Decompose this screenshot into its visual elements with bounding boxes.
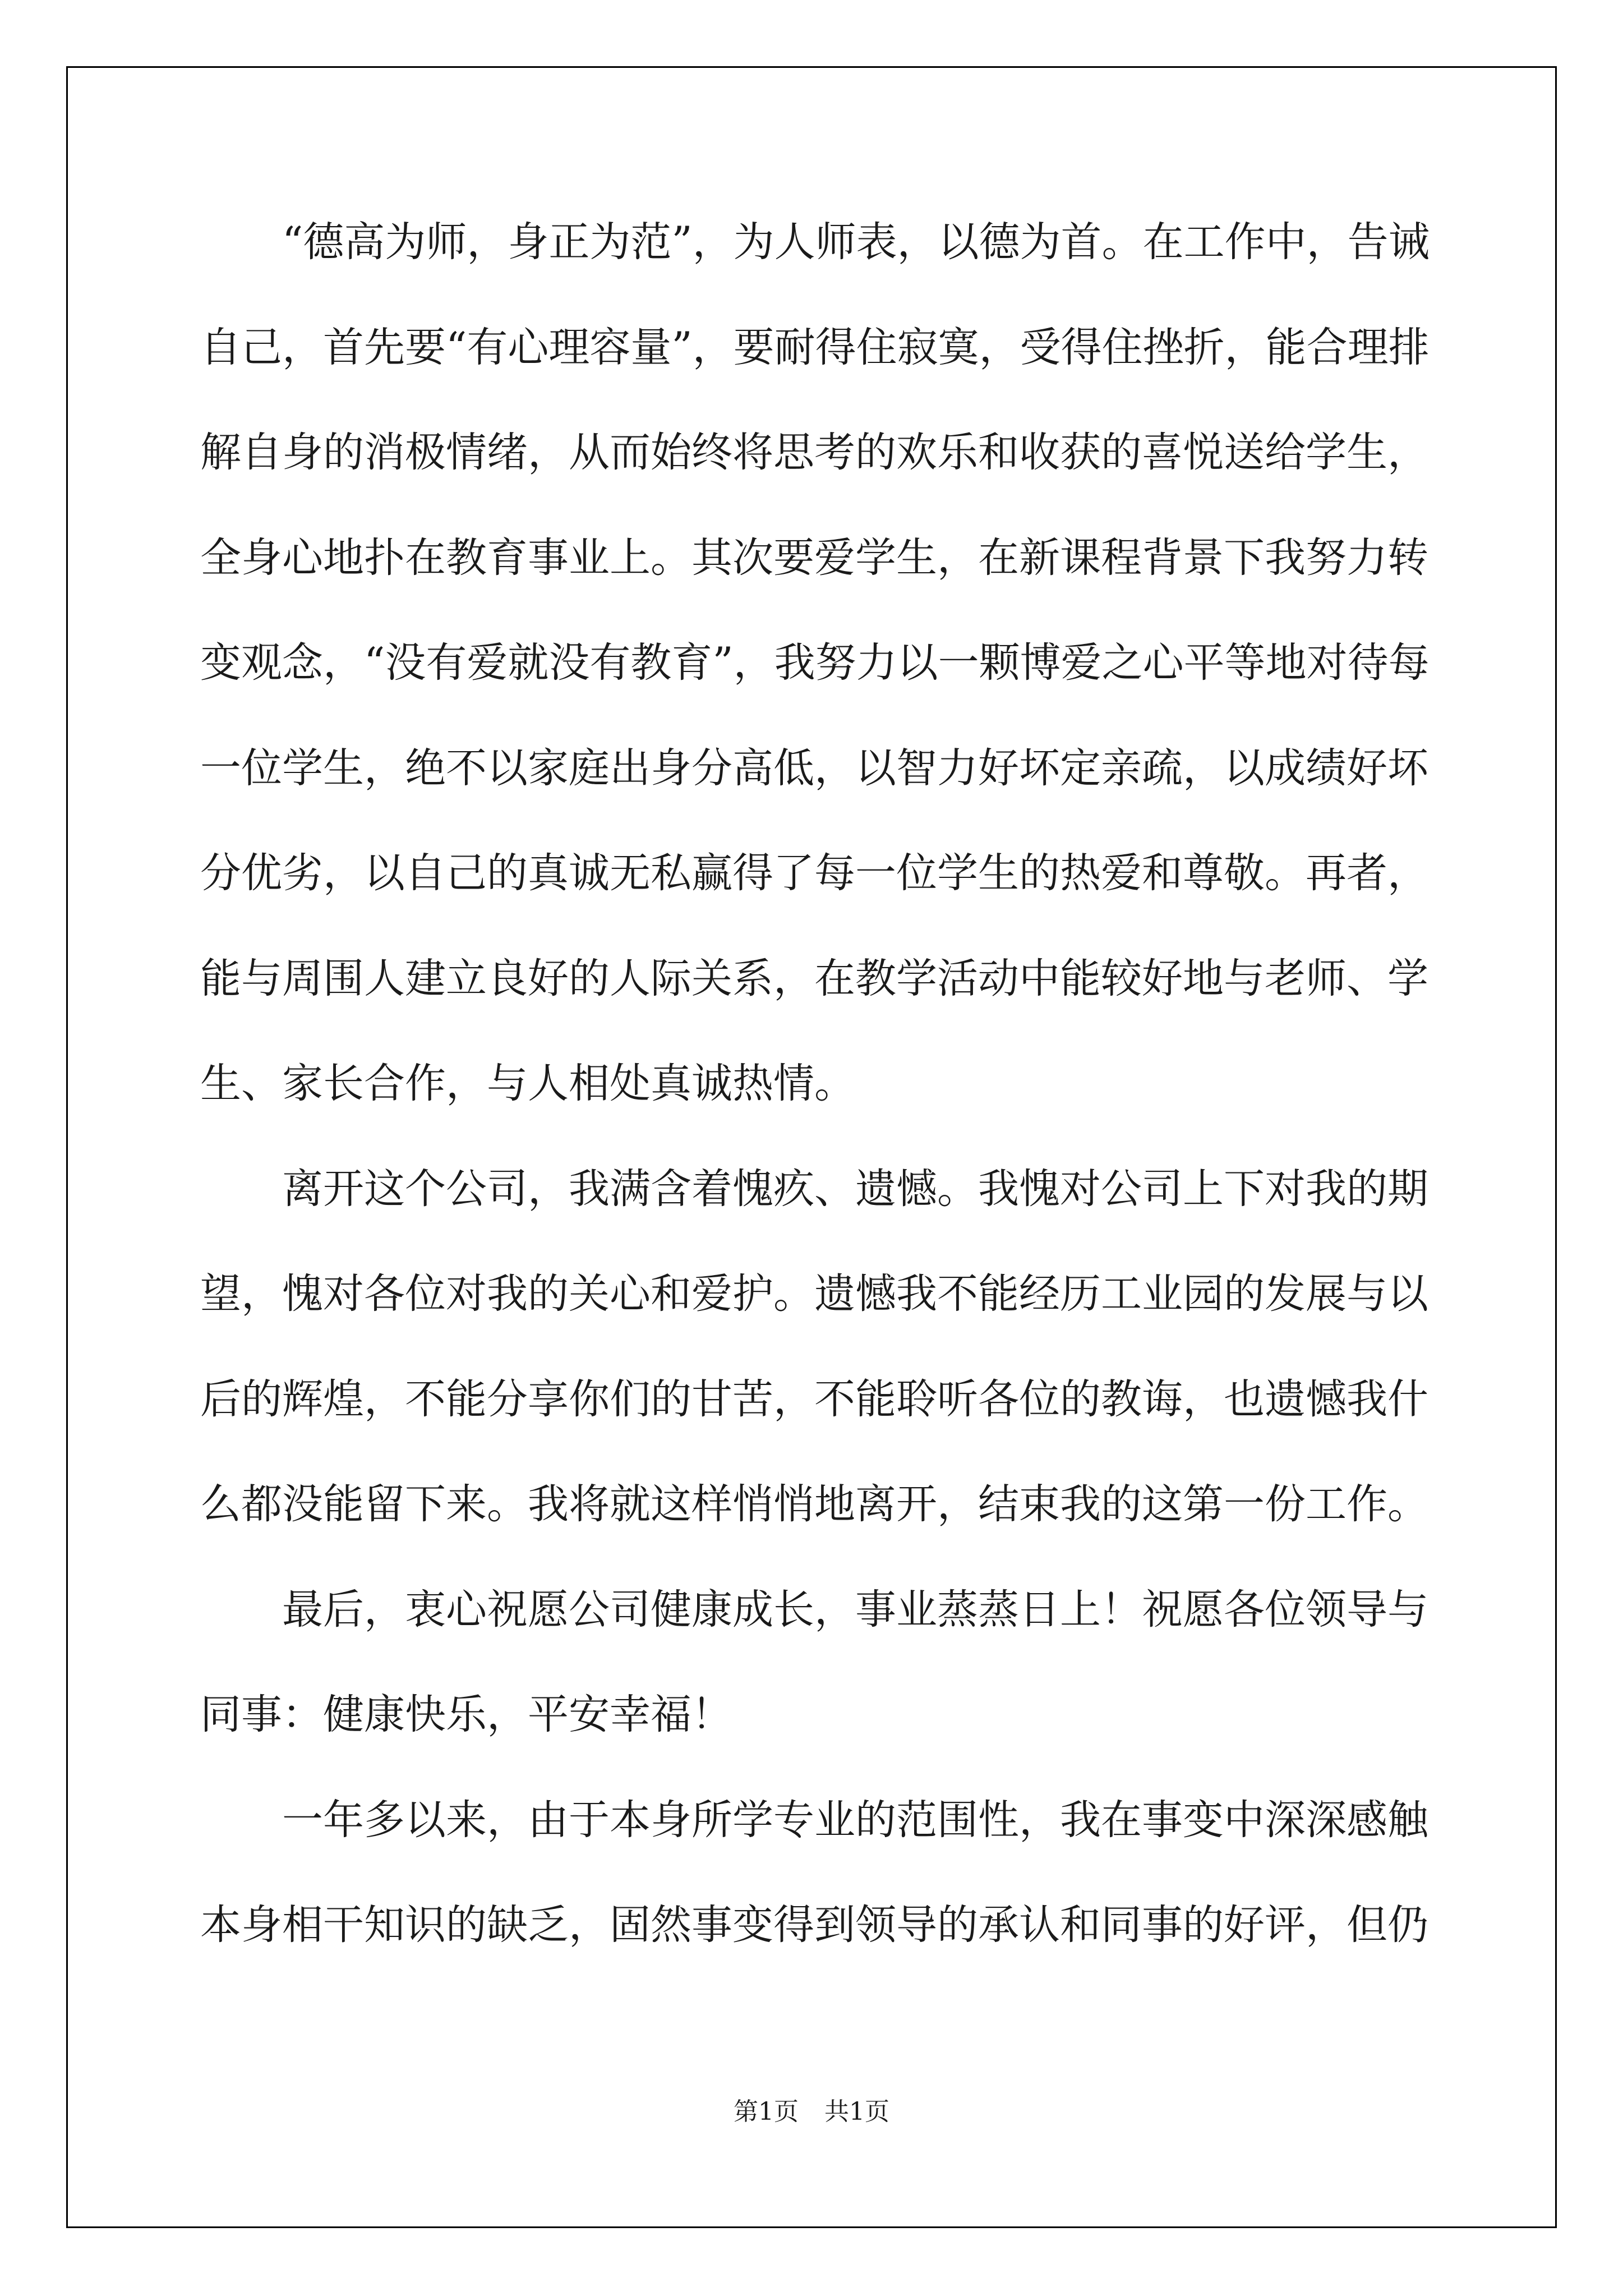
document-body [200, 213, 1430, 2001]
page-number-current: 第1页 [734, 2097, 799, 2126]
page-number-total: 共1页 [824, 2097, 889, 2126]
paragraph-2-line-4: 么都没能留下来。我将就这样悄悄地离开，结束我的这第一份工作。 [200, 1480, 1428, 1528]
paragraph-1-line-6: 一位学生，绝不以家庭出身分高低，以智力好坏定亲疏，以成绩好坏 [200, 744, 1428, 792]
paragraph-3-line-1: 最后，衷心祝愿公司健康成长，事业蒸蒸日上！祝愿各位领导与 [282, 1585, 1428, 1634]
paragraph-1-line-8: 能与周围人建立良好的人际关系，在教学活动中能较好地与老师、学 [200, 954, 1428, 1002]
paragraph-4-line-2: 本身相干知识的缺乏，固然事变得到领导的承认和同事的好评，但仍 [200, 1901, 1428, 1949]
paragraph-2-line-2: 望，愧对各位对我的关心和爱护。遗憾我不能经历工业园的发展与以 [200, 1270, 1428, 1318]
page-footer [0, 2095, 1623, 2129]
paragraph-1-line-7: 分优劣，以自己的真诚无私赢得了每一位学生的热爱和尊敬。再者， [200, 849, 1428, 897]
paragraph-1-line-9: 生、家长合作，与人相处真诚热情。 [200, 1060, 855, 1107]
paragraph-1-line-1: “德高为师，身正为范”，为人师表，以德为首。在工作中，告诫 [282, 218, 1430, 266]
paragraph-2-line-1: 离开这个公司，我满含着愧疚、遗憾。我愧对公司上下对我的期 [282, 1165, 1428, 1213]
paragraph-1-line-5: 变观念，“没有爱就没有教育”，我努力以一颗博爱之心平等地对待每 [200, 639, 1430, 687]
paragraph-3-line-2: 同事：健康快乐，平安幸福！ [200, 1691, 732, 1738]
paragraph-1-line-2: 自己，首先要“有心理容量”，要耐得住寂寞，受得住挫折，能合理排 [200, 323, 1430, 371]
paragraph-1-line-4: 全身心地扑在教育事业上。其次要爱学生，在新课程背景下我努力转 [200, 533, 1428, 582]
paragraph-2-line-3: 后的辉煌，不能分享你们的甘苦，不能聆听各位的教诲，也遗憾我什 [200, 1375, 1428, 1423]
paragraph-4-line-1: 一年多以来，由于本身所学专业的范围性，我在事变中深深感触 [282, 1796, 1428, 1844]
paragraph-1-line-3: 解自身的消极情绪，从而始终将思考的欢乐和收获的喜悦送给学生， [200, 429, 1428, 476]
